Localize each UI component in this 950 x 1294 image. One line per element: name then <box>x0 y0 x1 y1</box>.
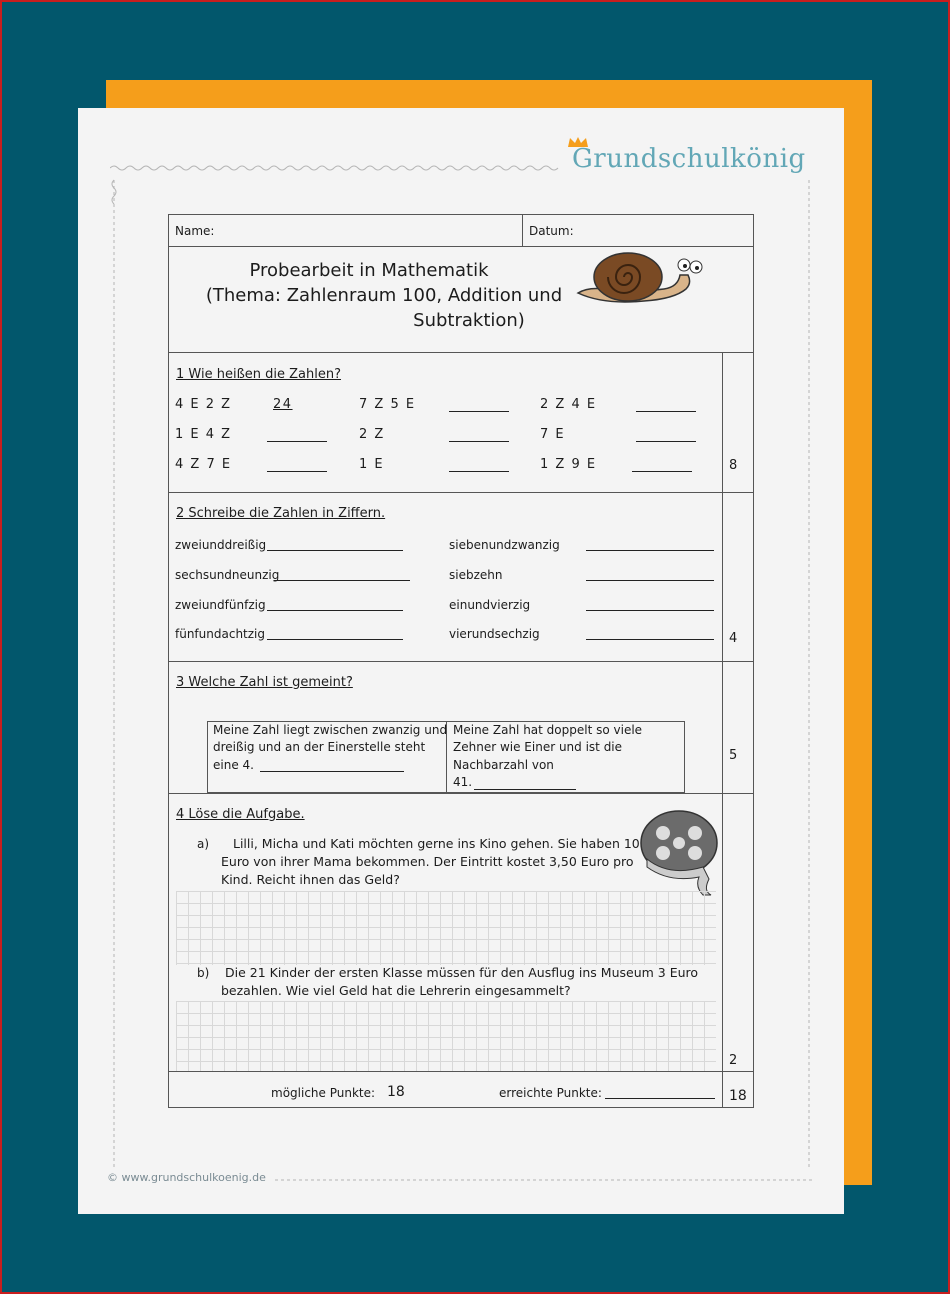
task1-item: 4 Z 7 E <box>175 457 232 472</box>
name-label: Name: <box>175 224 215 238</box>
riddle-left-line: eine 4. <box>213 758 254 772</box>
divider <box>169 246 753 247</box>
task2-word: zweiundfünfzig <box>175 598 266 612</box>
total-points: 18 <box>729 1088 747 1104</box>
date-label: Datum: <box>529 224 574 238</box>
task4-a-label: a) <box>197 837 210 851</box>
task4-b-label: b) <box>197 966 210 980</box>
task4-b-line: Die 21 Kinder der ersten Klasse müssen für den Ausflug ins Museum 3 Euro <box>225 965 699 980</box>
answer-line[interactable] <box>449 470 509 472</box>
brand-logo: Grundschulkönig <box>572 144 806 174</box>
divider <box>169 661 753 662</box>
test-sheet <box>168 214 754 1108</box>
task2-word: vierundsechzig <box>449 627 540 641</box>
task1-heading: 1 Wie heißen die Zahlen? <box>176 367 341 382</box>
film-reel-icon <box>639 807 723 897</box>
answer-line[interactable] <box>274 579 410 581</box>
divider <box>169 1071 753 1072</box>
divider <box>722 1071 723 1107</box>
answer-line[interactable] <box>267 638 403 640</box>
task2-word: sechsundneunzig <box>175 568 280 582</box>
page-title-line3: Subtraktion) <box>413 310 525 331</box>
achieved-points-field[interactable] <box>605 1097 715 1099</box>
answer-line[interactable] <box>632 470 692 472</box>
answer-line[interactable] <box>636 440 696 442</box>
riddle-left-line: dreißig und an der Einerstelle steht <box>213 740 426 754</box>
snail-icon <box>574 249 706 311</box>
task1-item: 1 E <box>359 457 385 472</box>
divider <box>169 492 753 493</box>
riddle-right-line: Meine Zahl hat doppelt so viele <box>453 723 643 737</box>
riddle-boxes <box>207 721 685 793</box>
task1-item: 4 E 2 Z <box>175 397 232 412</box>
task4-a-line: Lilli, Micha und Kati möchten gerne ins Kino gehen. Sie haben 10 <box>233 836 640 851</box>
answer-line[interactable] <box>474 788 576 790</box>
divider <box>169 352 753 353</box>
achieved-points-label: erreichte Punkte: <box>499 1086 602 1100</box>
possible-points-label: mögliche Punkte: <box>271 1086 376 1100</box>
riddle-right-line: 41. <box>453 775 473 789</box>
task2-word: einundvierzig <box>449 598 531 612</box>
divider <box>522 215 523 246</box>
answer-line[interactable] <box>260 770 404 772</box>
answer-grid-a[interactable] <box>176 891 716 965</box>
riddle-right-line: Zehner wie Einer und ist die <box>453 740 623 754</box>
task2-word: siebenundzwanzig <box>449 538 560 552</box>
page-title-line1: Probearbeit in Mathematik <box>249 260 489 281</box>
answer-line[interactable] <box>586 609 714 611</box>
footer-url[interactable]: © www.grundschulkoenig.de <box>107 1171 266 1184</box>
answer-line[interactable] <box>449 410 509 412</box>
task1-item: 2 Z 4 E <box>540 397 597 412</box>
answer-line[interactable] <box>267 609 403 611</box>
possible-points-value: 18 <box>387 1084 405 1100</box>
divider <box>169 793 753 794</box>
answer-line[interactable] <box>586 549 714 551</box>
page-title-line2: (Thema: Zahlenraum 100, Addition und <box>205 285 563 306</box>
answer-line[interactable] <box>449 440 509 442</box>
task1-item: 2 Z <box>359 427 385 442</box>
task4-a-line: Euro von ihrer Mama bekommen. Der Eintritt kostet 3,50 Euro pro <box>221 854 634 869</box>
riddle-right-line: Nachbarzahl von <box>453 758 554 772</box>
points-column-divider <box>722 352 723 1071</box>
task2-points: 4 <box>729 631 738 646</box>
task1-item: 1 E 4 Z <box>175 427 232 442</box>
task4-a-line: Kind. Reicht ihnen das Geld? <box>221 872 400 887</box>
task1-item: 1 Z 9 E <box>540 457 597 472</box>
answer-line[interactable] <box>586 579 714 581</box>
task4-heading: 4 Löse die Aufgabe. <box>176 807 305 822</box>
task1-points: 8 <box>729 458 738 473</box>
answer-line[interactable] <box>586 638 714 640</box>
answer-grid-b[interactable] <box>176 1001 716 1071</box>
answer-line[interactable] <box>636 410 696 412</box>
task1-example-answer: 24 <box>273 397 293 412</box>
task3-points: 5 <box>729 748 738 763</box>
task4-points: 2 <box>729 1053 738 1068</box>
answer-line[interactable] <box>267 470 327 472</box>
task1-item: 7 Z 5 E <box>359 397 416 412</box>
task4-b-line: bezahlen. Wie viel Geld hat die Lehrerin eingesammelt? <box>221 983 571 998</box>
task2-word: siebzehn <box>449 568 503 582</box>
task3-heading: 3 Welche Zahl ist gemeint? <box>176 675 353 690</box>
riddle-left-line: Meine Zahl liegt zwischen zwanzig und <box>213 723 448 737</box>
answer-line[interactable] <box>267 549 403 551</box>
answer-line[interactable] <box>267 440 327 442</box>
task1-item: 7 E <box>540 427 566 442</box>
task2-word: zweiunddreißig <box>175 538 267 552</box>
task2-heading: 2 Schreibe die Zahlen in Ziffern. <box>176 506 386 521</box>
task2-word: fünfundachtzig <box>175 627 265 641</box>
